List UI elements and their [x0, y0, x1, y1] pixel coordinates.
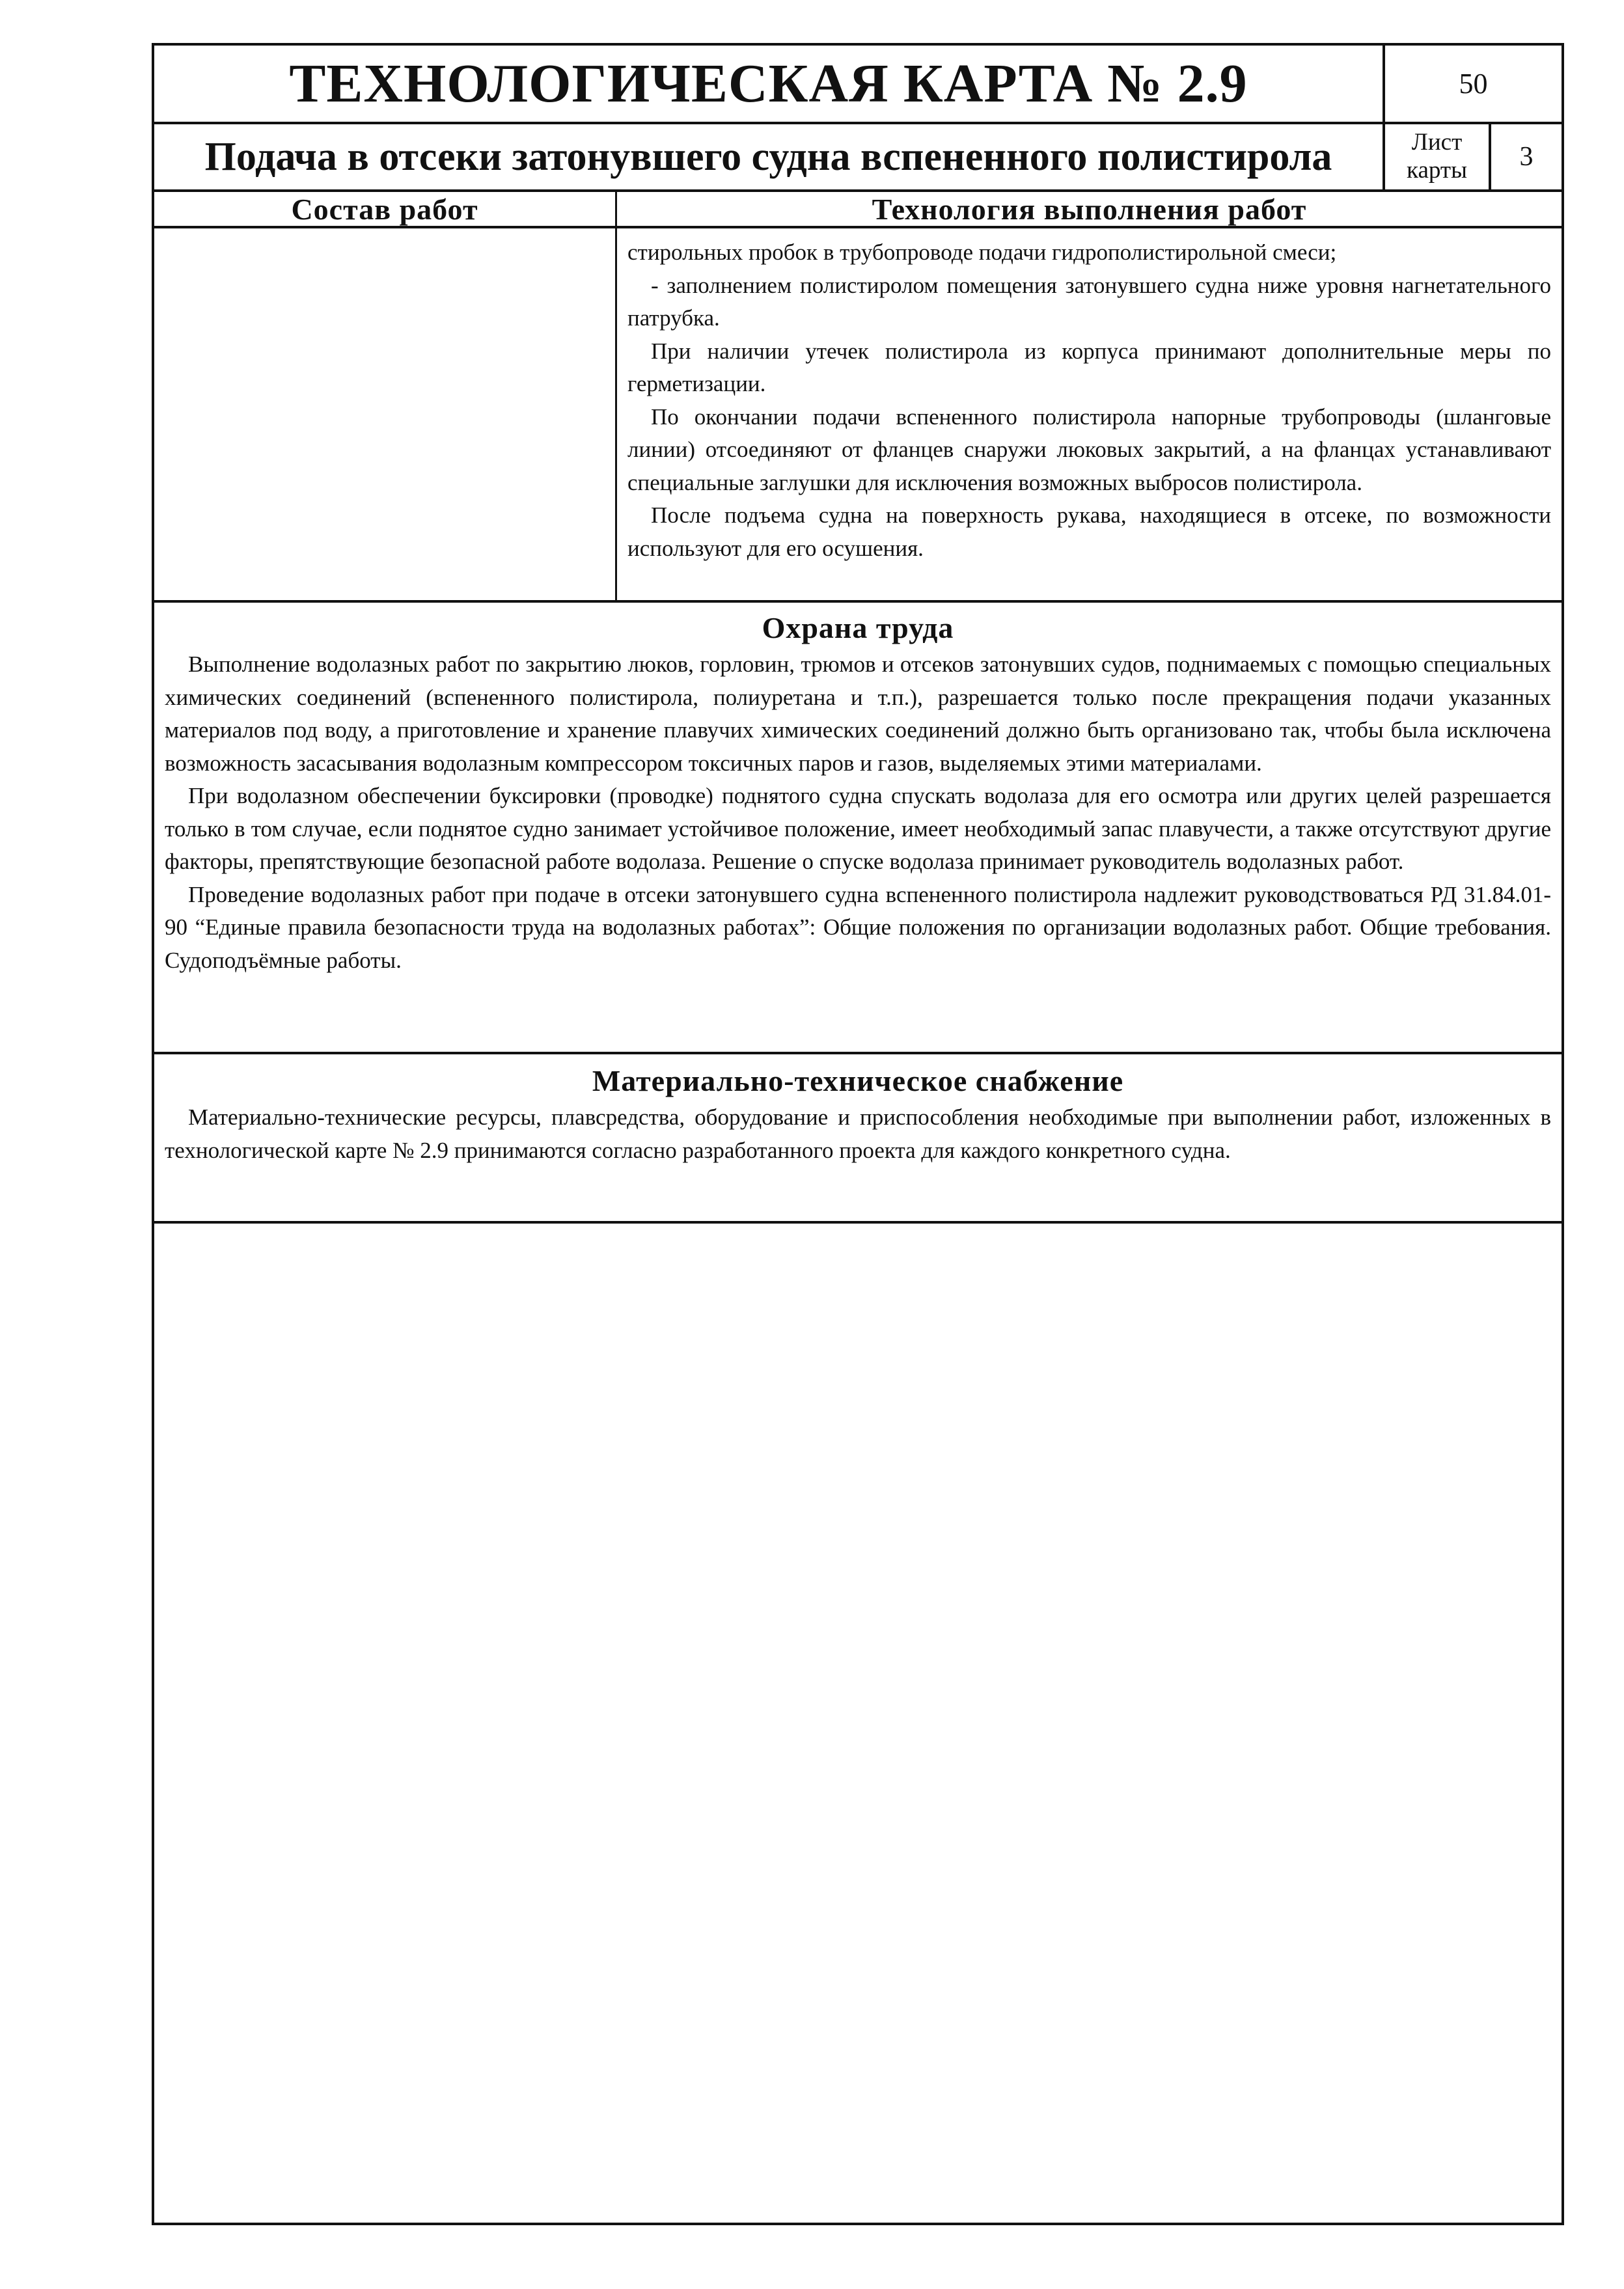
- safety-paragraph: При водолазном обеспечении буксировки (проводке) поднятого судна спускать водолаза для его осмотра или других целей разрешается только в том случае, если поднятое судно занимает устойчивое положение, имеет необходимый запас плавучести, а также отсутствуют другие факторы, препятствующие безопасной работе водолаза. Решение о спуске водолаза принимает руководитель водолазных работ.: [165, 783, 1551, 874]
- safety-section: [154, 603, 1562, 1054]
- technology-paragraph: После подъема судна на поверхность рукава, находящиеся в отсеке, по возможности используют для его осушения.: [627, 502, 1551, 561]
- technology-paragraph: По окончании подачи вспененного полистирола напорные трубопроводы (шланговые линии) отсоединяют от фланцев снаружи люковых закрытий, а на фланцах устанавливают специальные заглушки для исключения возможных выбросов полистирола.: [627, 404, 1551, 495]
- sheet-label: [1385, 124, 1491, 189]
- safety-paragraph: Выполнение водолазных работ по закрытию люков, горловин, трюмов и отсеков затонувших судов, поднимаемых с помощью специальных химических соединений (вспененного полистирола, полиуретана и т.п.), разрешается только после прекращения подачи указанных материалов под воду, а приготовление и хранение плавучих химических соединений должно быть организовано так, чтобы была исключена возможность засасывания водолазным компрессором токсичных паров и газов, выделяемых этими материалами.: [165, 651, 1551, 776]
- card-subtitle: Подача в отсеки затонувшего судна вспененного полистирола: [154, 124, 1385, 189]
- table-body: [154, 228, 1562, 603]
- technology-paragraph: - заполнением полистиролом помещения затонувшего судна ниже уровня нагнетательного патрубка.: [627, 272, 1551, 331]
- supply-paragraph: Материально-технические ресурсы, плавсредства, оборудование и приспособления необходимые при выполнении работ, изложенных в технологической карте № 2.9 принимаются согласно разработанного проекта для каждого конкретного судна.: [165, 1104, 1551, 1163]
- technology-paragraph: При наличии утечек полистирола из корпуса принимают дополнительные меры по герметизации.: [627, 338, 1551, 396]
- supply-section: [154, 1054, 1562, 1224]
- technology-paragraph: стирольных пробок в трубопроводе подачи гидрополистирольной смеси;: [627, 240, 1337, 265]
- sheet-label-line1: Лист: [1411, 129, 1463, 156]
- card-title: ТЕХНОЛОГИЧЕСКАЯ КАРТА № 2.9: [154, 46, 1385, 124]
- sheet-label-line2: карты: [1407, 157, 1467, 184]
- work-technology-cell: [617, 228, 1562, 600]
- column-header-work-composition: Состав работ: [154, 192, 617, 226]
- page-number: 50: [1385, 46, 1562, 124]
- document-frame: [152, 43, 1564, 2225]
- safety-heading: Охрана труда: [762, 611, 954, 644]
- sheet-number: 3: [1519, 142, 1534, 172]
- column-header-work-technology: Технология выполнения работ: [872, 192, 1307, 226]
- table-header-row: [154, 189, 1562, 228]
- safety-paragraph: Проведение водолазных работ при подаче в отсеки затонувшего судна вспененного полистирола надлежит руководствоваться РД 31.84.01-90 “Единые правила безопасности труда на водолазных работах”: Общие положения по организации водолазных работ. Общие требования. Судоподъёмные работы.: [165, 881, 1551, 973]
- work-composition-cell: [154, 228, 617, 600]
- supply-heading: Материально-техническое снабжение: [592, 1064, 1124, 1097]
